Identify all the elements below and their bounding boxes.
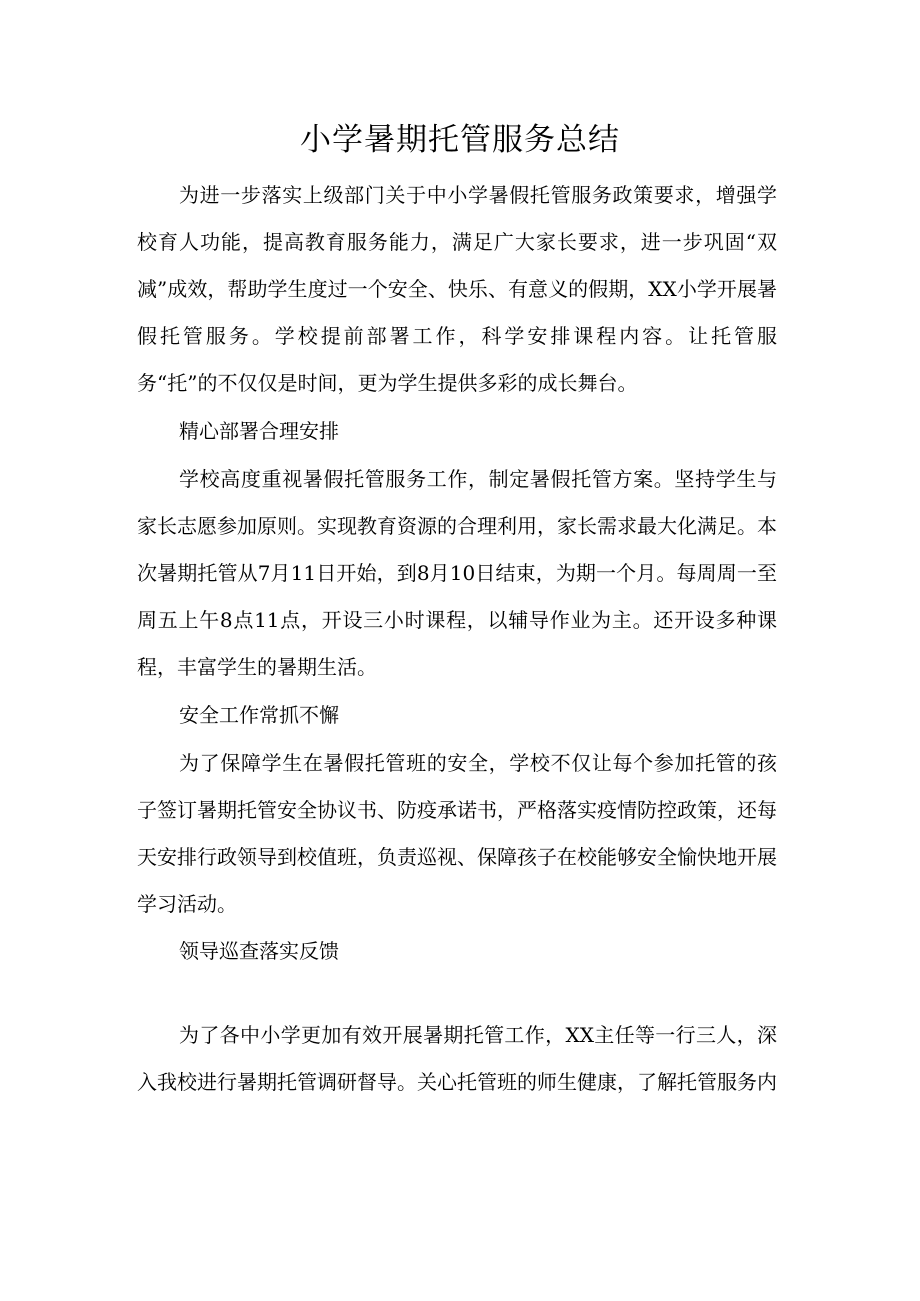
section-heading-arrangement: 精心部署合理安排	[179, 419, 339, 443]
paragraph-arrangement: 学校高度重视暑假托管服务工作，制定暑假托管方案。坚持学生与家长志愿参加原则。实现教育资源的合理利用，家长需求最大化满足。本次暑期托管从7月11日开始，到8月10日结束，为期一个月。每周周一至周五上午8点11点，开设三小时课程，以辅导作业为主。还开设多种课程，丰富学生的暑期生活。	[137, 467, 777, 679]
section-heading-inspection: 领导巡查落实反馈	[179, 939, 339, 963]
paragraph-safety: 为了保障学生在暑假托管班的安全，学校不仅让每个参加托管的孩子签订暑期托管安全协议书、防疫承诺书，严格落实疫情防控政策，还每天安排行政领导到校值班，负责巡视、保障孩子在校能够安全愉快地开展学习活动。	[137, 751, 777, 916]
paragraph-intro: 为进一步落实上级部门关于中小学暑假托管服务政策要求，增强学校育人功能，提高教育服务能力，满足广大家长要求，进一步巩固“双减”成效，帮助学生度过一个安全、快乐、有意义的假期，XX小学开展暑假托管服务。学校提前部署工作，科学安排课程内容。让托管服务“托”的不仅仅是时间，更为学生提供多彩的成长舞台。	[137, 183, 777, 395]
section-heading-safety: 安全工作常抓不懈	[179, 703, 339, 727]
paragraph-inspection: 为了各中小学更加有效开展暑期托管工作，XX主任等一行三人，深入我校进行暑期托管调研督导。关心托管班的师生健康，了解托管服务内	[137, 1023, 777, 1094]
document-title: 小学暑期托管服务总结	[300, 122, 620, 158]
